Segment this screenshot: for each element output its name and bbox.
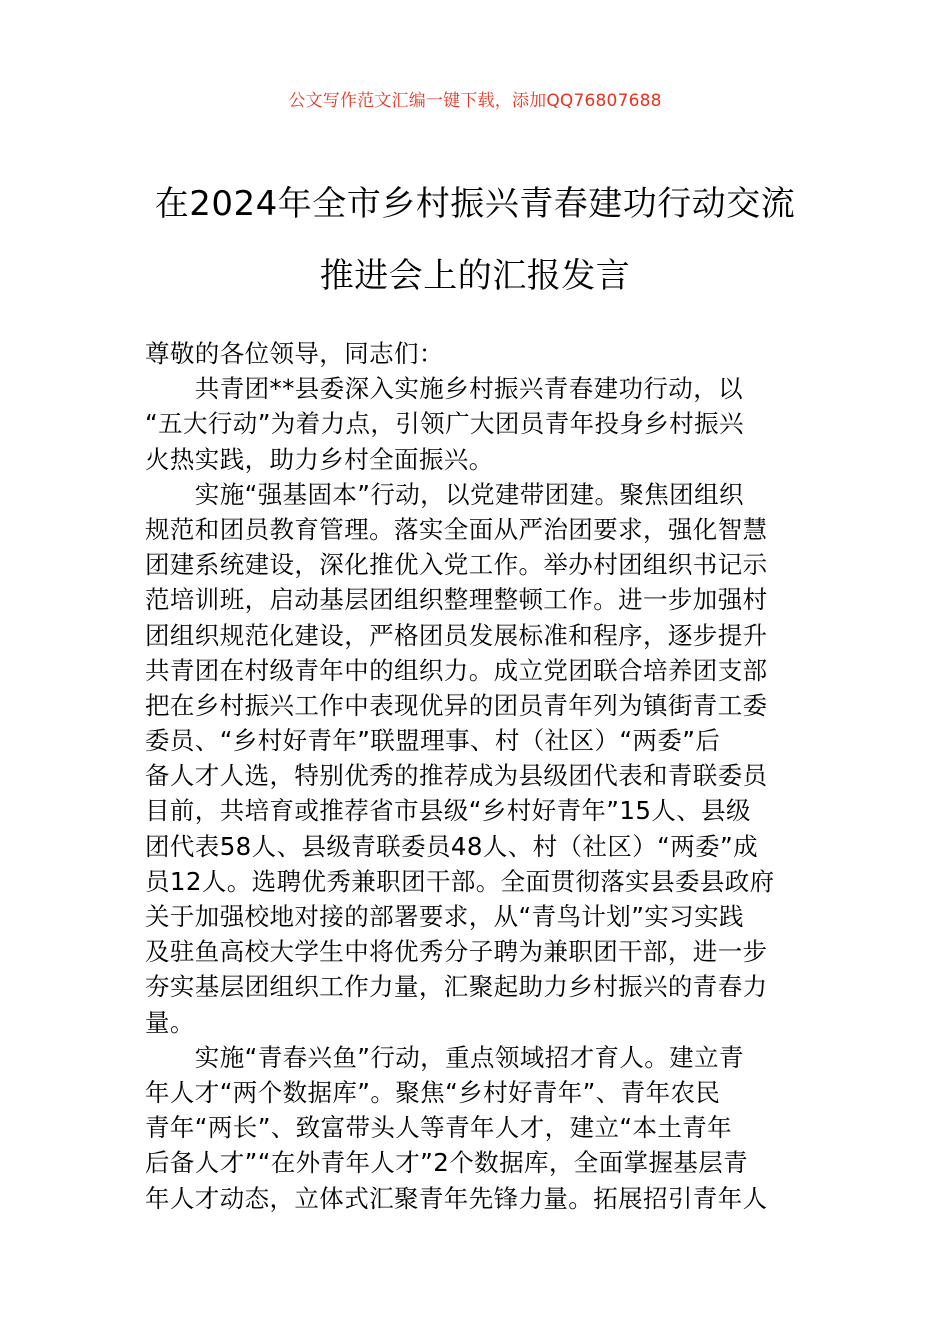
body-line: 实施“强基固本”行动，以党建带团建。聚焦团组织 bbox=[145, 479, 744, 509]
body-line: 后备人才”“在外青年人才”2个数据库，全面掌握基层青 bbox=[145, 1148, 749, 1178]
body-line: 青年“两长”、致富带头人等青年人才，建立“本土青年 bbox=[145, 1113, 733, 1143]
body-line: 委员、“乡村好青年”联盟理事、村（社区）“两委”后 bbox=[145, 726, 721, 756]
body-line: 及驻鱼高校大学生中将优秀分子聘为兼职团干部，进一步 bbox=[145, 937, 768, 967]
body-line: 火热实践，助力乡村全面振兴。 bbox=[145, 444, 494, 474]
document-body bbox=[145, 336, 810, 1216]
body-line: 实施“青春兴鱼”行动，重点领域招才育人。建立青 bbox=[145, 1042, 744, 1072]
body-line: 目前，共培育或推荐省市县级“乡村好青年”15人、县级 bbox=[145, 796, 751, 826]
watermark-text: 公文写作范文汇编一键下载，添加QQ76807688 bbox=[288, 91, 662, 111]
body-line: 员12人。选聘优秀兼职团干部。全面贯彻落实县委县政府 bbox=[145, 866, 775, 896]
body-line: 年人才“两个数据库”。聚焦“乡村好青年”、青年农民 bbox=[145, 1077, 721, 1107]
body-line: 量。 bbox=[145, 1007, 195, 1037]
body-line: 把在乡村振兴工作中表现优异的团员青年列为镇街青工委 bbox=[145, 690, 768, 720]
body-line: 关于加强校地对接的部署要求，从“青鸟计划”实习实践 bbox=[145, 902, 744, 931]
body-line: 团组织规范化建设，严格团员发展标准和程序，逐步提升 bbox=[145, 620, 768, 650]
title-line-1: 在2024年全市乡村振兴青春建功行动交流 bbox=[154, 184, 796, 224]
body-line: 年人才动态，立体式汇聚青年先锋力量。拓展招引青年人 bbox=[145, 1183, 768, 1213]
body-line: 规范和团员教育管理。落实全面从严治团要求，强化智慧 bbox=[145, 514, 768, 544]
body-line: 团建系统建设，深化推优入党工作。举办村团组织书记示 bbox=[145, 550, 768, 580]
body-line: 共青团**县委深入实施乡村振兴青春建功行动，以 bbox=[145, 374, 743, 404]
title-line-2: 推进会上的汇报发言 bbox=[319, 256, 631, 296]
body-line: 共青团在村级青年中的组织力。成立党团联合培养团支部 bbox=[145, 655, 768, 685]
body-line: “五大行动”为着力点，引领广大团员青年投身乡村振兴 bbox=[145, 409, 744, 439]
body-line: 团代表58人、县级青联委员48人、村（社区）“两委”成 bbox=[145, 831, 759, 861]
document-title bbox=[100, 168, 850, 312]
body-line: 范培训班，启动基层团组织整理整顿工作。进一步加强村 bbox=[145, 585, 768, 615]
body-line: 夯实基层团组织工作力量，汇聚起助力乡村振兴的青春力 bbox=[145, 972, 768, 1002]
body-line: 尊敬的各位领导，同志们： bbox=[145, 339, 444, 368]
body-line: 备人才人选，特别优秀的推荐成为县级团代表和青联委员 bbox=[145, 761, 768, 791]
